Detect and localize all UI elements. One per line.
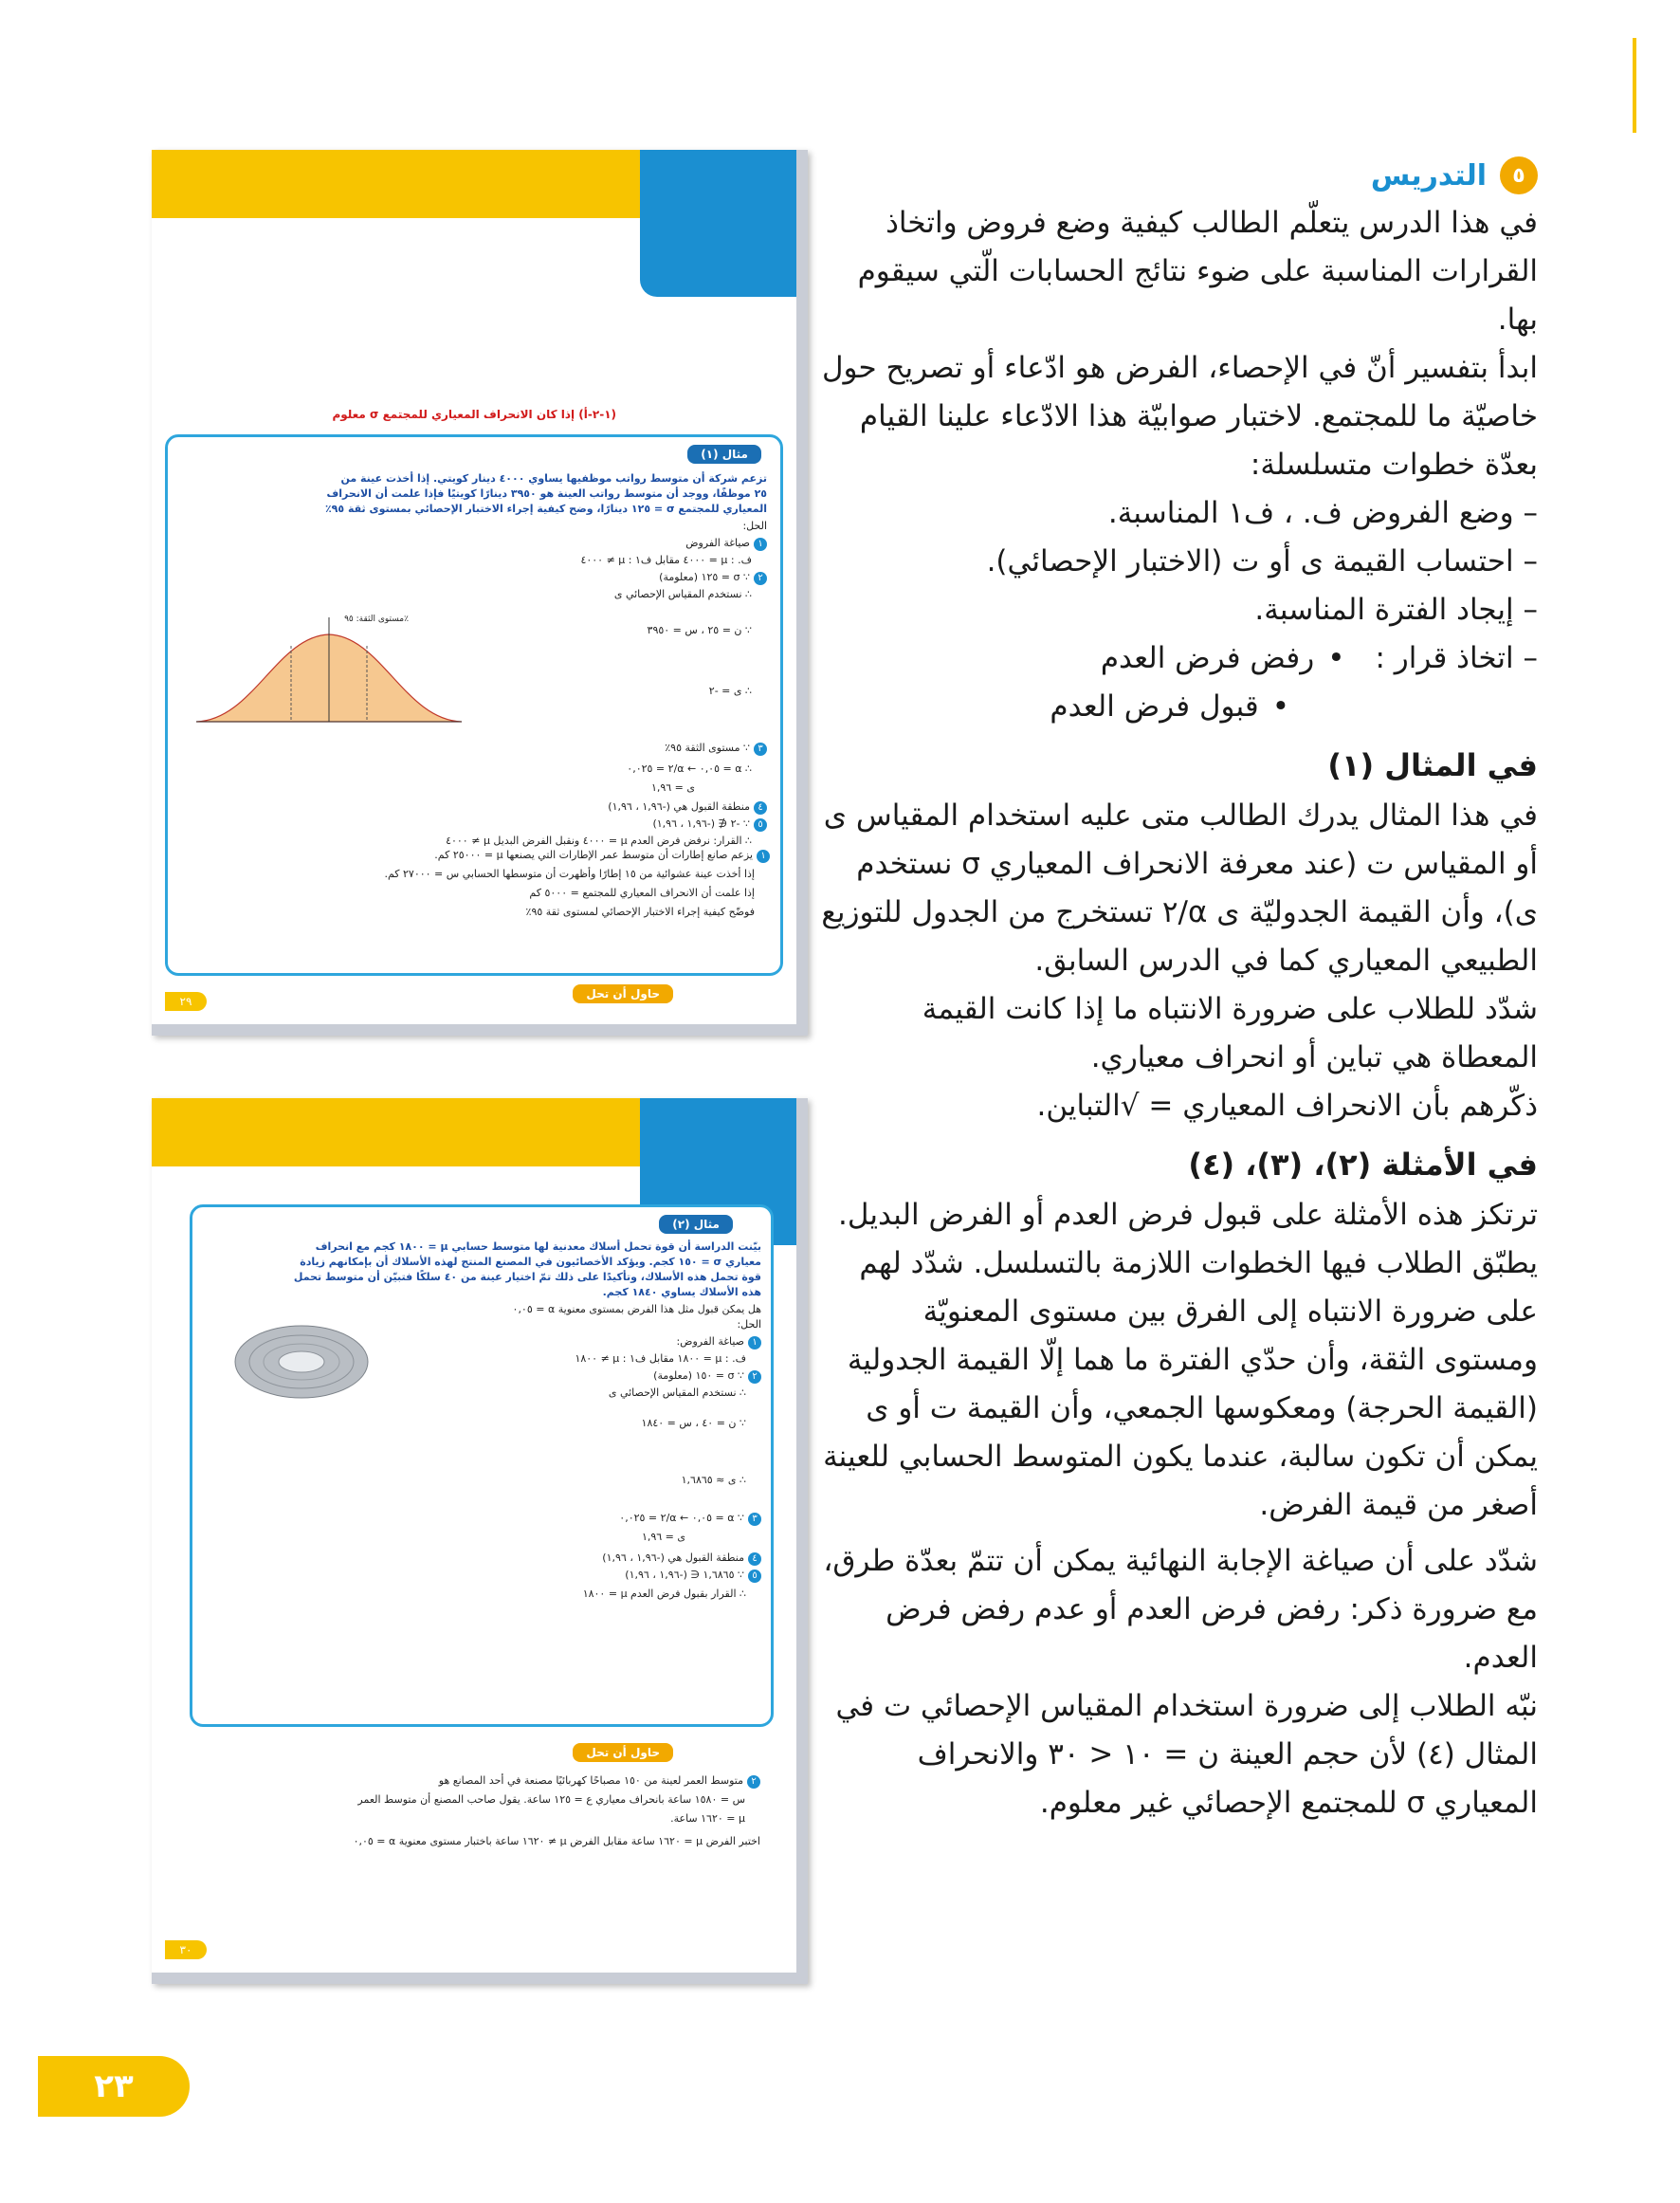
list-item: • رفض فرض العدم — [1101, 634, 1357, 683]
example1-paragraph: شدّد للطلاب على ضرورة الانتباه ما إذا كانت القيمة المعطاة هي تباين أو انحراف معياري. — [922, 992, 1538, 1074]
wire-coil-image — [230, 1319, 373, 1404]
list-item: – إيجاد الفترة المناسبة. — [1254, 593, 1538, 627]
list-item — [817, 634, 1538, 683]
section-title: التدريس — [1370, 158, 1487, 193]
try-section: ٢متوسط العمر لعينة من ١٥٠ مصباحًا كهربائيًا مصنعة في أحد المصانع هو س = ١٥٨٠ ساعة بانحراف معياري ع = ١٢٥ ساعة. يقول صاحب المصنع أن متوسط العمر μ = ١٦٢٠ ساعة. اختبر الفرض μ = ١٦٢٠ ساعة مقابل الفرض μ ≠ ١٦٢٠ ساعة باختبار مستوى معنوية α = ٠,٠٥ — [353, 1774, 760, 1847]
normal-curve-chart — [187, 608, 471, 741]
example1-paragraph: في هذا المثال يدرك الطالب متى عليه استخدام المقياس ى أو المقياس ت (عند معرفة الانحراف المعياري σ نستخدم ى)، وأن القيمة الجدوليّة ى α/٢ تستخرج من الجدول للتوزيع الطبيعي المعياري كما في الدرس السابق. — [821, 799, 1538, 978]
teaching-notes — [817, 152, 1538, 1827]
list-item: – وضع الفروض ف. ، ف١ المناسبة. — [1107, 496, 1538, 530]
intro-paragraph: ابدأ بتفسير أنّ في الإحصاء، الفرض هو ادّعاء أو تصريح حول خاصيّة ما للمجتمع. لاختبار صوابيّة هذا الادّعاء علينا القيام بعدّة خطوات متسلسلة: — [821, 351, 1538, 482]
decision-label: – اتخاذ قرار : — [1375, 641, 1538, 675]
margin-rule — [1633, 38, 1636, 133]
page-number-footer: ٢٣ — [38, 2056, 190, 2117]
examples-paragraph: يطبّق الطلاب فيها الخطوات اللازمة بالتسلسل. شدّد لهم على ضرورة الانتباه إلى الفرق بين مستوى المعنويّة ومستوى الثقة، وأن حدّي الفترة ما هما إلّا القيمة الجدولية (القيمة الحرجة) ومعكوسها الجمعي، وأن القيمة ت أو ى يمكن أن تكون سالبة، عندما يكون المتوسط الحسابي للعينة أصغر من قيمة الفرض. — [823, 1246, 1538, 1522]
lesson-subheading: (١-٢-أ) إذا كان الانحراف المعياري للمجتمع σ معلوم — [332, 408, 616, 421]
example-tag: مثال (١) — [687, 445, 761, 464]
example-box: مثال (١) تزعم شركة أن متوسط رواتب موظفيها يساوي ٤٠٠٠ دينار كويتي. إذا أخذت عينة من ٢٥ موظفًا، ووجد أن متوسط رواتب العينة هو ٣٩٥٠ دينارًا كويتيًا فإذا علمت أن الانحراف المعياري للمجتمع σ = ١٢٥ دينارًا، وضح كيفية إجراء الاختبار الإحصائي بمستوى ثقة ٩٥٪ الحل: ١صياغة الفروض ف. : μ = ٤٠٠٠ مقابل ف١ : μ ≠ ٤٠٠٠ ٢∵ σ = ١٢٥ (معلومة) ∴ نستخدم المقياس الإحصائي ى ∵ ن = ٢٥ ، س = ٣٩٥٠ ∴ ى = -٢ ٣∵ مستوى الثقة ٩٥٪ ∴ α = ٠,٠٥ ← α/٢ = ٠,٠٢٥ ى = ١,٩٦ ٤منطقة القبول هي (-١,٩٦ ، ١,٩٦) ٥∵ -٢ ∉ (-١,٩٦ ، ١,٩٦) ∴ القرار: نرفض فرض العدم μ = ٤٠٠٠ ونقبل الفرض البديل μ ≠ ٤٠٠٠ مستوى الثقة: ٩٥٪ — [165, 434, 783, 976]
example-box: مثال (٢) بيّنت الدراسة أن قوة تحمل أسلاك معدنية لها متوسط حسابي μ = ١٨٠٠ كجم مع انحراف معياري σ = ١٥٠ كجم. ويؤكد الأخصائيون في المصنع المنتج لهذه الأسلاك أن بإمكانهم زيادة قوة تحمل هذه الأسلاك، وتأكيدًا على ذلك تمّ اختيار عينة من ٤٠ سلكًا فتبيّن أن متوسط تحمل هذه الأسلاك يساوي ١٨٤٠ كجم. هل يمكن قبول مثل هذا الفرض بمستوى معنوية α = ٠,٠٥ الحل: ١صياغة الفروض: ف. : μ = ١٨٠٠ مقابل ف١ : μ ≠ ١٨٠٠ ٢∵ σ = ١٥٠ (معلومة) ∴ نستخدم المقياس الإحصائي ى ∵ ن = ٤٠ ، س = ١٨٤٠ ∴ ى ≈ ١,٦٨٦٥ ٣∵ α = ٠,٠٥ ← α/٢ = ٠,٠٢٥ ى = ١,٩٦ ٤منطقة القبول هي (-١,٩٦ ، ١,٩٦) ٥∵ ١,٦٨٦٥ ∈ (-١,٩٦ ، ١,٩٦) ∴ القرار بقبول فرض العدم μ = ١٨٠٠ — [190, 1204, 774, 1727]
examples-paragraph: نبّه الطلاب إلى ضرورة استخدام المقياس الإحصائي ت في المثال (٤) لأن حجم العينة ن = ١٠ < ٣٠ والانحراف المعياري σ للمجتمع الإحصائي غير معلوم. — [835, 1689, 1538, 1820]
page-number: ٣٠ — [165, 1940, 207, 1959]
example-tag: مثال (٢) — [659, 1215, 733, 1234]
examples-paragraph: ترتكز هذه الأمثلة على قبول فرض العدم أو الفرض البديل. — [837, 1198, 1538, 1232]
bullet-icon: • — [1271, 689, 1289, 724]
examples-heading: في الأمثلة (٢)، (٣)، (٤) — [1188, 1147, 1538, 1183]
confidence-label: مستوى الثقة: ٩٥٪ — [344, 615, 409, 624]
try-tag: حاول أن تحل — [573, 984, 673, 1003]
try-section: ١يزعم صانع إطارات أن متوسط عمر الإطارات التي يصنعها μ = ٢٥٠٠٠ كم. إذا أخذت عينة عشوائية من ١٥ إطارًا وأظهرت أن متوسطها الحسابي س = ٢٧٠٠٠ كم. إذا علمت أن الانحراف المعياري للمجتمع = ٥٠٠٠ كم فوضّح كيفية إجراء الاختبار الإحصائي لمستوى ثقة ٩٥٪ — [165, 844, 783, 986]
examples-paragraph: شدّد على أن صياغة الإجابة النهائية يمكن أن تتمّ بعدّة طرق، مع ضرورة ذكر: رفض فرض العدم أو عدم رفض فرض العدم. — [823, 1544, 1538, 1675]
example1-heading: في المثال (١) — [1327, 747, 1538, 783]
bullet-icon: • — [1327, 641, 1345, 675]
example1-paragraph: ذكّرهم بأن الانحراف المعياري = √التباين. — [1036, 1089, 1538, 1123]
steps-list — [817, 489, 1538, 731]
decision-options — [1101, 634, 1376, 683]
page-number: ٢٩ — [165, 992, 207, 1011]
list-item: – احتساب القيمة ى أو ت (الاختبار الإحصائي). — [986, 544, 1538, 578]
intro-paragraph: في هذا الدرس يتعلّم الطالب كيفية وضع فروض واتخاذ القرارات المناسبة على ضوء نتائج الحسابات الّتي سيقوم بها. — [857, 206, 1538, 337]
section-number: ٥ — [1500, 156, 1538, 194]
section-header — [817, 152, 1538, 199]
try-tag: حاول أن تحل — [573, 1743, 673, 1762]
list-item: • قبول فرض العدم — [817, 683, 1538, 731]
